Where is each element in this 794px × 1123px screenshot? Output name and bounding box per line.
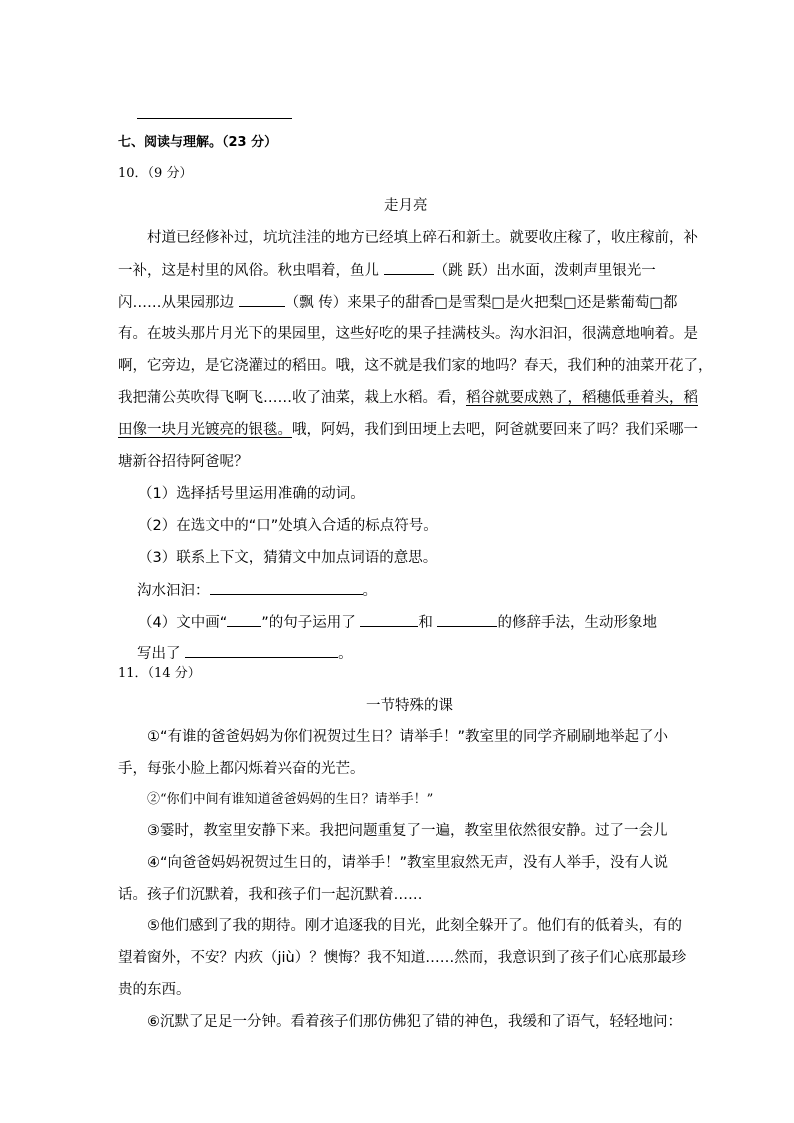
question-10-number: 10．（9 分） bbox=[118, 166, 193, 181]
passage-line: 手，每张小脸上都闪烁着兴奋的光芒。 bbox=[118, 761, 365, 777]
sub-question-1: （1）选择括号里运用准确的动词。 bbox=[138, 486, 365, 502]
period-mark: 。 bbox=[338, 646, 353, 662]
sub-question-3-answer bbox=[137, 580, 377, 601]
passage-line: ①“有谁的爸爸妈妈为你们祝贺过生日？请举手！”教室里的同学齐刷刷地举起了小 bbox=[147, 729, 669, 745]
answer-blank-rhetoric-1[interactable] bbox=[360, 612, 418, 627]
passage-text: 一补，这是村里的风俗。秋虫唱着，鱼儿 bbox=[118, 263, 384, 279]
passage-line: 话。孩子们沉默着，我和孩子们一起沉默着…… bbox=[118, 887, 423, 903]
passage-title-special-class: 一节特殊的课 bbox=[366, 698, 453, 714]
answer-line-top bbox=[137, 118, 292, 119]
passage-text: 哦，阿妈，我们到田埂上去吧，阿爸就要回来了吗？我们采哪一 bbox=[292, 422, 698, 438]
passage-line: 望着窗外，不安？内疚（jiù）？懊悔？我不知道……然而，我意识到了孩子们心底那最珍 bbox=[118, 950, 687, 966]
passage-line: 贵的东西。 bbox=[118, 982, 191, 998]
passage-line: ⑥沉默了足足一分钟。看着孩子们那仿佛犯了错的神色，我缓和了语气，轻轻地问： bbox=[147, 1014, 682, 1030]
sub-question-4 bbox=[138, 612, 657, 633]
passage-title-zou-yue-liang: 走月亮 bbox=[384, 198, 428, 214]
sub-question-3: （3）联系上下文，猜猜文中加点词语的意思。 bbox=[138, 550, 438, 566]
period-mark: 。 bbox=[362, 583, 377, 599]
passage-text: （跳 跃）出水面，泼刺声里银光一 bbox=[433, 263, 656, 279]
question-text: 写出了 bbox=[137, 646, 186, 662]
passage-line: ③霎时，教室里安静下来。我把问题重复了一遍，教室里依然很安静。过了一会儿 bbox=[147, 823, 668, 839]
question-text: ”的句子运用了 bbox=[261, 615, 361, 631]
passage-line bbox=[118, 292, 678, 313]
question-11-number: 11．（14 分） bbox=[118, 666, 201, 681]
underlined-sentence: 田像一块月光镀亮的银毯。 bbox=[118, 422, 292, 438]
passage-text: 我把蒲公英吹得飞啊飞……收了油菜，栽上水稻。看， bbox=[118, 390, 466, 406]
passage-line bbox=[118, 260, 656, 281]
section-heading: 七、阅读与理解。（23 分） bbox=[118, 135, 278, 150]
word-label: 沟水汩汩： bbox=[137, 583, 210, 599]
passage-line: 村道已经修补过，坑坑洼洼的地方已经填上碎石和新土。就要收庄稼了，收庄稼前，补 bbox=[147, 230, 698, 246]
passage-text: 闪……从果园那边 bbox=[118, 295, 239, 311]
passage-line: ②“你们中间有谁知道爸爸妈妈的生日？请举手！” bbox=[147, 792, 434, 807]
passage-line: ④“向爸爸妈妈祝贺过生日的，请举手！”教室里寂然无声，没有人举手，没有人说 bbox=[147, 855, 669, 871]
sub-question-4-cont bbox=[137, 643, 353, 664]
passage-line: 啊，它旁边，是它浇灌过的稻田。哦，这不就是我们家的地吗？春天，我们种的油菜开花了， bbox=[118, 358, 713, 374]
passage-line bbox=[118, 388, 698, 408]
passage-line: ⑤他们感到了我的期待。刚才追逐我的目光，此刻全躲开了。他们有的低着头，有的 bbox=[147, 918, 682, 934]
answer-blank-word-meaning[interactable] bbox=[210, 580, 363, 595]
question-text: 和 bbox=[418, 615, 438, 631]
fill-blank-verb-1[interactable] bbox=[384, 260, 434, 275]
answer-blank-rhetoric-2[interactable] bbox=[437, 612, 497, 627]
question-text: （4）文中画“ bbox=[138, 615, 228, 631]
passage-line bbox=[118, 420, 698, 440]
fill-blank-verb-2[interactable] bbox=[239, 292, 285, 307]
sub-question-2: （2）在选文中的“口”处填入合适的标点符号。 bbox=[138, 518, 438, 534]
passage-text: （飘 传）来果子的甜香□是雪梨□是火把梨□还是紫葡萄□都 bbox=[284, 295, 678, 311]
passage-line: 有。在坡头那片月光下的果园里，这些好吃的果子挂满枝头。沟水汩汩，很满意地响着。是 bbox=[118, 326, 698, 342]
question-text: 的修辞手法，生动形象地 bbox=[497, 615, 657, 631]
passage-line: 塘新谷招待阿爸呢？ bbox=[118, 454, 249, 470]
underline-sample bbox=[227, 612, 261, 627]
underlined-sentence: 稻谷就要成熟了，稻穗低垂着头，稻 bbox=[466, 390, 698, 406]
answer-blank-expression[interactable] bbox=[185, 643, 338, 658]
